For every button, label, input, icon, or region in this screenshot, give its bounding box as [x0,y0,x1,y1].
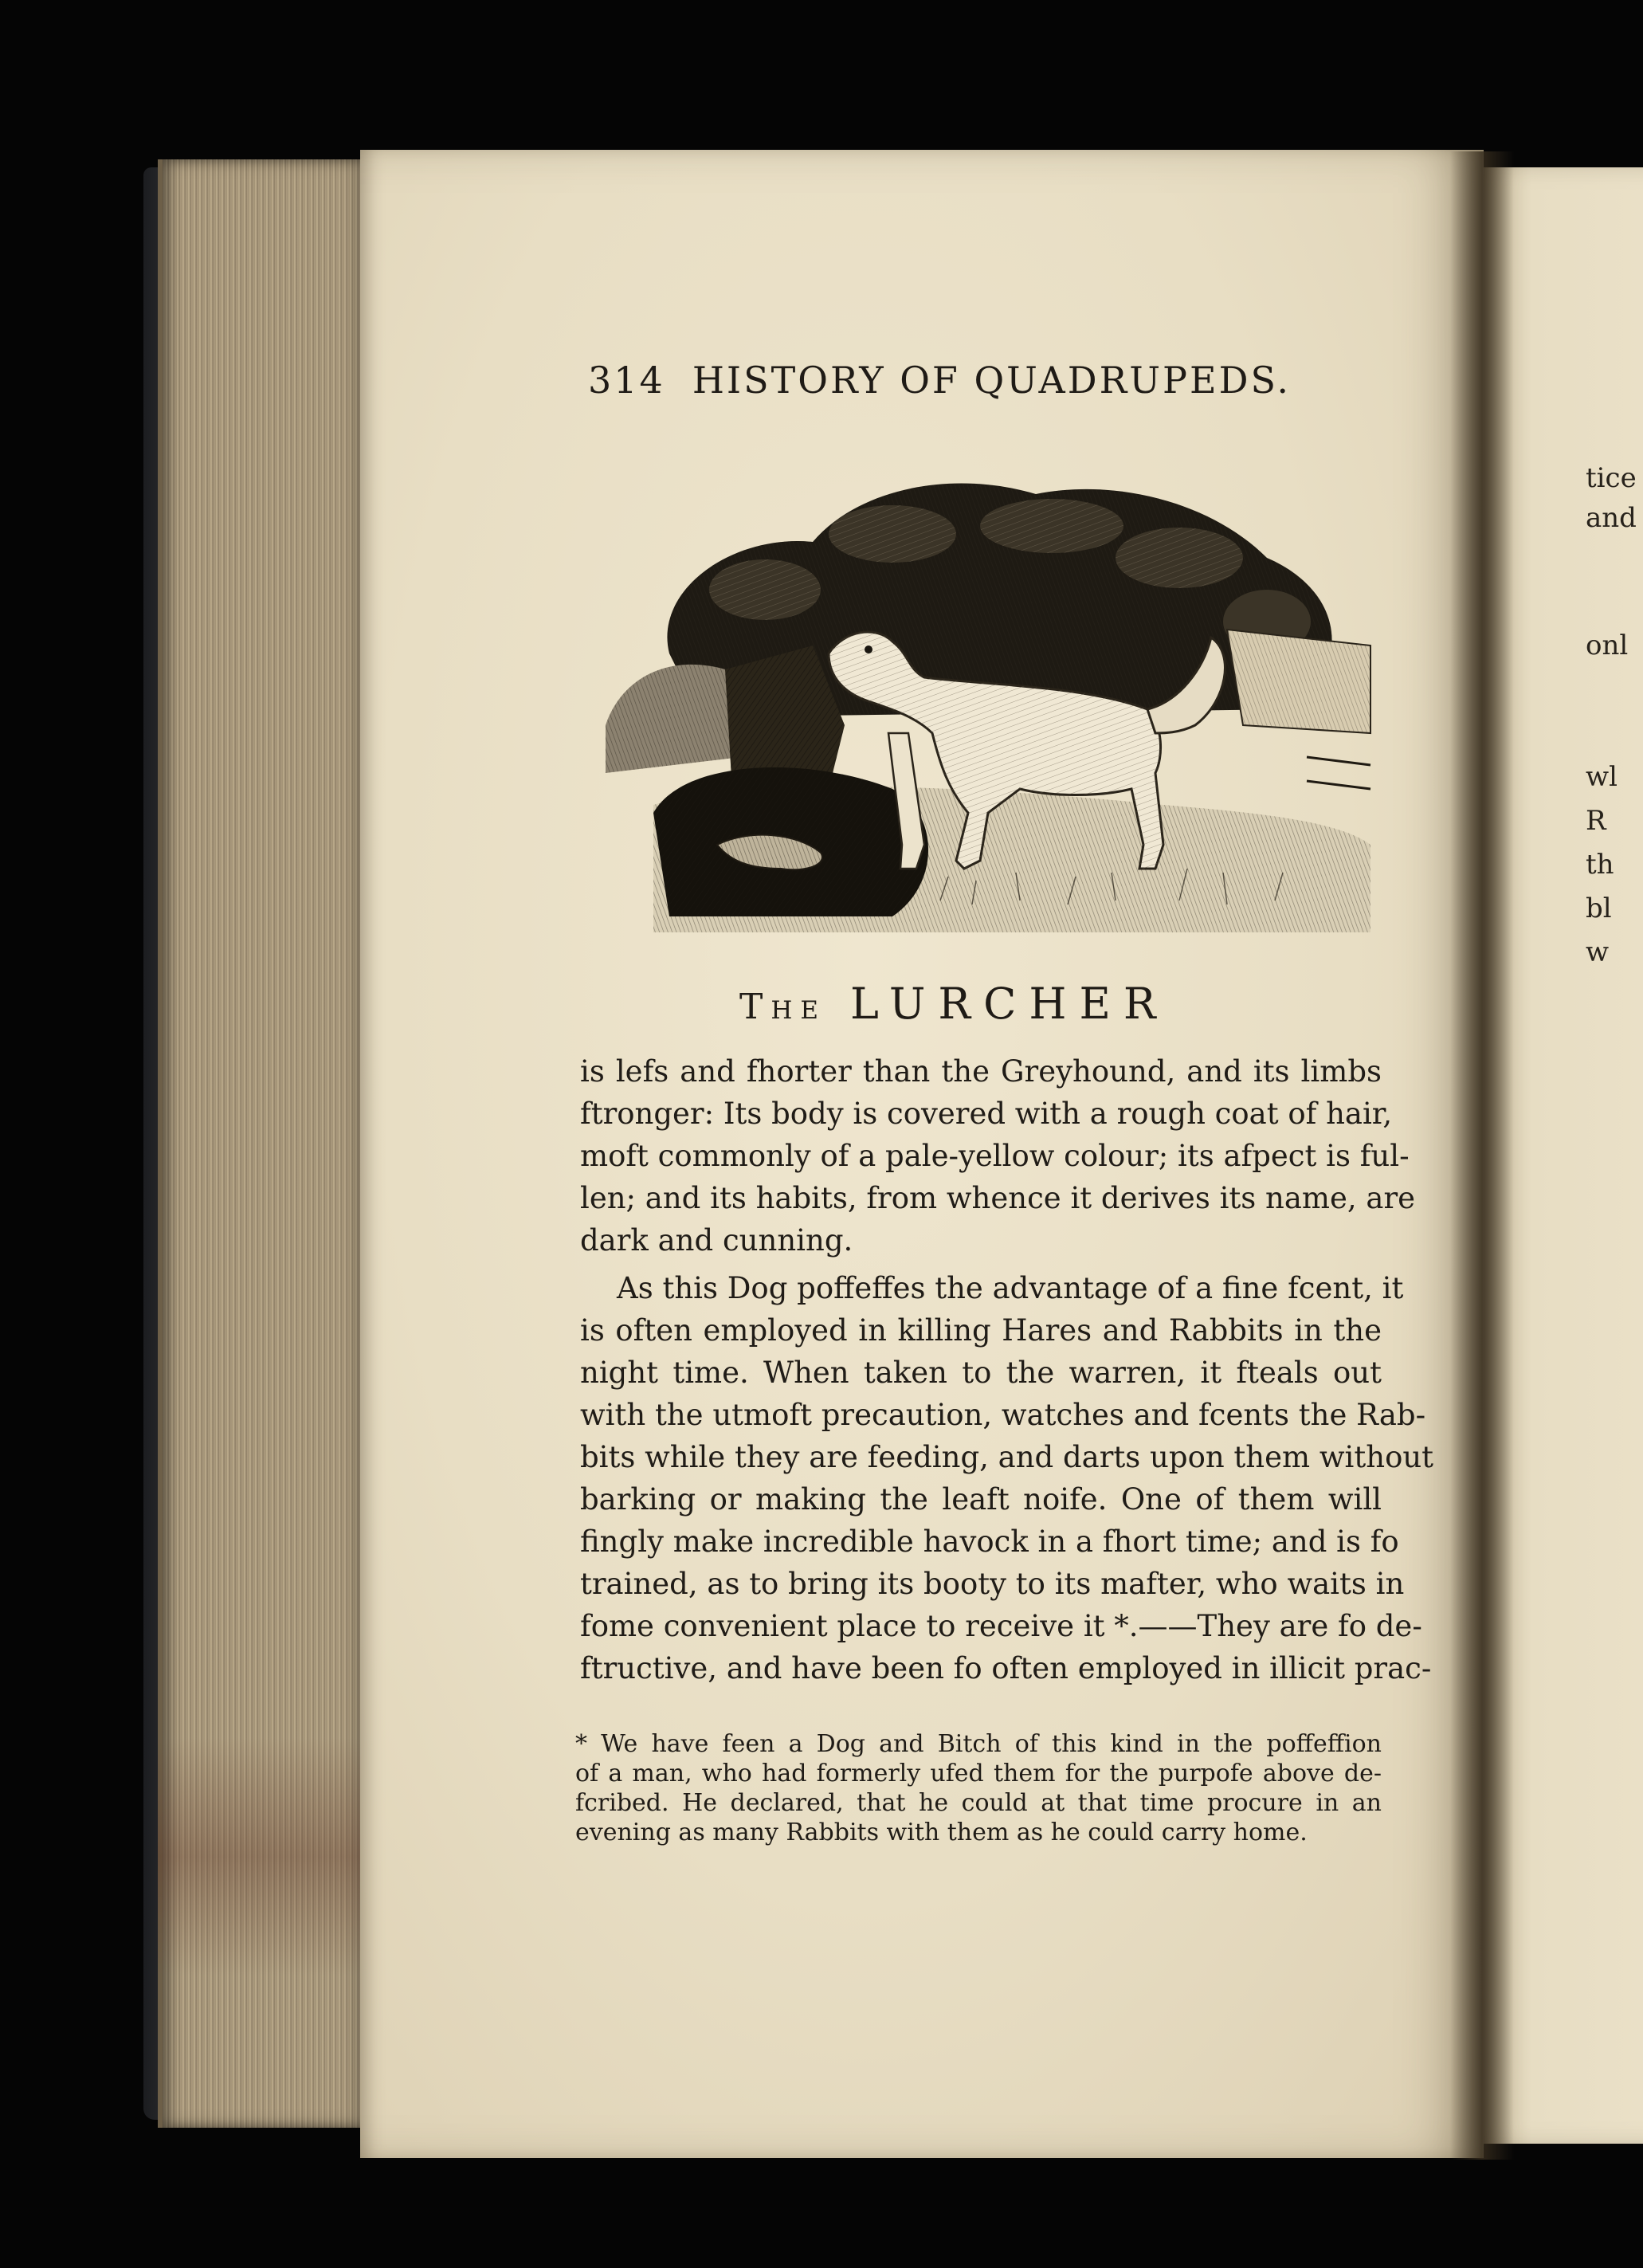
right-page-fragment: and [1586,502,1637,534]
paragraph-2-line: barking or making the leaft noife. One of them will [580,1482,1382,1517]
title-name: LURCHER [850,979,1169,1029]
page-number: 314 [588,359,665,402]
paragraph-1-line: dark and cunning. [580,1223,853,1258]
footnote-line: evening as many Rabbits with them as he could carry home. [575,1819,1308,1846]
footnote-line: of a man, who had formerly ufed them for the purpofe above de- [575,1760,1382,1787]
right-page-fragment: w [1586,936,1610,968]
paragraph-2-line: night time. When taken to the warren, it fteals out [580,1356,1382,1390]
right-page-fragment: tice [1586,462,1637,494]
page-edge-stain [158,1737,365,1976]
lurcher-woodcut [606,470,1378,932]
chapter-title [739,979,1169,1029]
paragraph-2-line: ftructive, and have been fo often employed in illicit prac- [580,1651,1432,1685]
title-article: The [739,987,827,1027]
running-header [588,359,1291,402]
paragraph-1-line: ftronger: Its body is covered with a rough coat of hair, [580,1097,1393,1131]
paragraph-1-line: moft commonly of a pale-yellow colour; its afpect is ful- [580,1139,1410,1173]
right-page-fragment: wl [1586,761,1618,793]
paragraph-2-line: is often employed in killing Hares and Rabbits in the [580,1313,1382,1348]
right-page-fragment: bl [1586,893,1612,924]
paragraph-2-line: bits while they are feeding, and darts upon them without [580,1440,1434,1474]
paragraph-1-line: len; and its habits, from whence it derives its name, are [580,1181,1416,1215]
right-page-fragment: R [1586,805,1606,837]
footnote-line: * We have feen a Dog and Bitch of this kind in the poffeffion [575,1730,1382,1758]
book-gutter [1450,151,1514,2160]
paragraph-2-line: fingly make incredible havock in a fhort time; and is fo [580,1524,1399,1559]
footnote-line: fcribed. He declared, that he could at that time procure in an [575,1789,1382,1817]
paragraph-1-line: is lefs and fhorter than the Greyhound, and its limbs [580,1054,1382,1089]
paragraph-2-line: fome convenient place to receive it *.——They are fo de- [580,1609,1422,1643]
paragraph-2-line: with the utmoft precaution, watches and fcents the Rab- [580,1398,1426,1432]
right-page-fragment: onl [1586,630,1629,661]
running-title: HISTORY OF QUADRUPEDS. [692,359,1291,402]
paragraph-2-line: As this Dog poffeffes the advantage of a fine fcent, it [617,1271,1404,1305]
paragraph-2-line: trained, as to bring its booty to its mafter, who waits in [580,1567,1405,1601]
right-page-fragment: th [1586,849,1614,881]
